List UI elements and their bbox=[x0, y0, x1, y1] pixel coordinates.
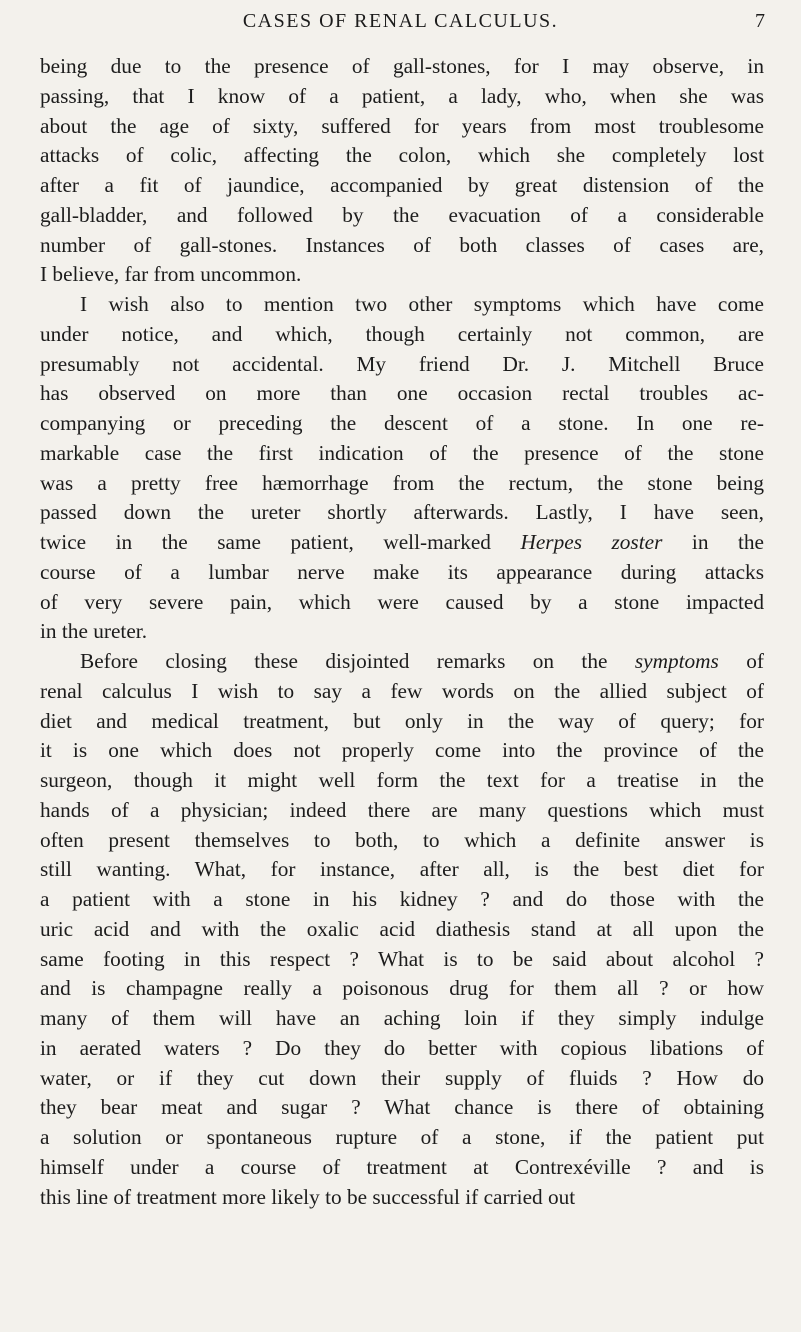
text-line: it is one which does not properly come into the province of the bbox=[40, 738, 764, 763]
text-line: still wanting. What, for instance, after all, is the best diet for bbox=[40, 857, 764, 882]
text-line: about the age of sixty, suffered for years from most troublesome bbox=[40, 113, 764, 138]
text-line: number of gall-stones. Instances of both classes of cases are, bbox=[40, 232, 764, 257]
text-line: water, or if they cut down their supply of fluids ? How do bbox=[40, 1065, 764, 1090]
text-line: passed down the ureter shortly afterwards. Lastly, I have seen, bbox=[40, 500, 764, 525]
text-line: in the ureter. bbox=[40, 619, 148, 644]
text-line: and is champagne really a poisonous drug for them all ? or how bbox=[40, 976, 764, 1001]
text-line: hands of a physician; indeed there are many questions which must bbox=[40, 797, 764, 822]
text-line: companying or preceding the descent of a stone. In one re- bbox=[40, 411, 764, 435]
page-number: 7 bbox=[755, 10, 765, 32]
text-segment: of bbox=[718, 649, 764, 673]
text-line: was a pretty free hæmorrhage from the rectum, the stone being bbox=[40, 470, 764, 495]
text-line: being due to the presence of gall-stones, for I may observe, in bbox=[40, 54, 764, 78]
text-line: has observed on more than one occasion rectal troubles ac- bbox=[40, 381, 764, 406]
text-line: course of a lumbar nerve make its appearance during attacks bbox=[40, 559, 764, 584]
italic-term: Herpes zoster bbox=[520, 530, 663, 554]
text-segment: twice in the same patient, well-marked bbox=[40, 530, 521, 554]
text-line: this line of treatment more likely to be successful if carried out bbox=[40, 1184, 576, 1209]
text-line: attacks of colic, affecting the colon, which she completely lost bbox=[40, 143, 764, 168]
text-line bbox=[40, 528, 764, 557]
text-line: of very severe pain, which were caused by a stone impacted bbox=[40, 589, 764, 614]
text-line: uric acid and with the oxalic acid diathesis stand at all upon the bbox=[40, 916, 764, 941]
text-line: presumably not accidental. My friend Dr. J. Mitchell Bruce bbox=[40, 351, 764, 376]
text-line: in aerated waters ? Do they do better with copious libations of bbox=[40, 1035, 764, 1060]
text-line: after a fit of jaundice, accompanied by great distension of the bbox=[40, 173, 764, 197]
running-header bbox=[0, 10, 801, 40]
text-line: under notice, and which, though certainly not common, are bbox=[40, 321, 764, 346]
text-line: I wish also to mention two other symptoms which have come bbox=[80, 292, 764, 316]
text-line: same footing in this respect ? What is to be said about alcohol ? bbox=[40, 946, 764, 971]
text-line: a solution or spontaneous rupture of a stone, if the patient put bbox=[40, 1125, 764, 1149]
text-line: diet and medical treatment, but only in the way of query; for bbox=[40, 708, 764, 733]
text-line: I believe, far from uncommon. bbox=[40, 262, 302, 287]
text-line: himself under a course of treatment at Contrexéville ? and is bbox=[40, 1154, 764, 1179]
text-line: surgeon, though it might well form the text for a treatise in the bbox=[40, 768, 764, 792]
text-line: many of them will have an aching loin if they simply indulge bbox=[40, 1006, 764, 1030]
text-line: markable case the first indication of the presence of the stone bbox=[40, 440, 764, 465]
text-line: passing, that I know of a patient, a lady, who, when she was bbox=[40, 83, 764, 108]
text-segment: Before closing these disjointed remarks on the bbox=[80, 649, 635, 673]
text-line: a patient with a stone in his kidney ? and do those with the bbox=[40, 887, 764, 911]
text-line: renal calculus I wish to say a few words on the allied subject of bbox=[40, 678, 764, 703]
italic-term: symptoms bbox=[634, 649, 719, 673]
text-line: they bear meat and sugar ? What chance is there of obtaining bbox=[40, 1095, 764, 1120]
text-line: gall-bladder, and followed by the evacuation of a considerable bbox=[40, 202, 764, 227]
running-title: CASES OF RENAL CALCULUS. bbox=[242, 10, 559, 32]
text-line bbox=[80, 647, 764, 676]
text-segment: in the bbox=[662, 530, 765, 554]
text-line: often present themselves to both, to which a definite answer is bbox=[40, 827, 764, 852]
